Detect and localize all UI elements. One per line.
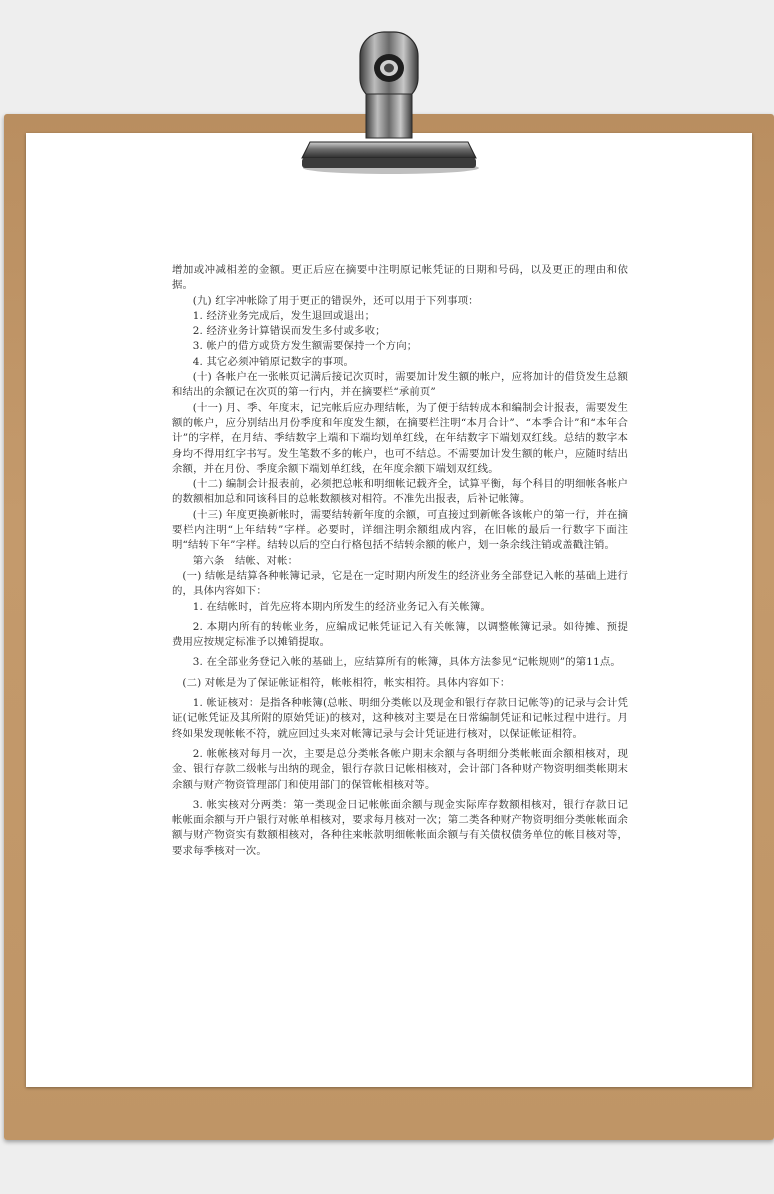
paragraph: 3. 在全部业务登记入帐的基础上，应结算所有的帐簿，具体方法参见“记帐规则”的第11点。	[192, 656, 621, 669]
paragraph: (十三) 年度更换新帐时，需要结转新年度的余额，可直接过到新帐各该帐户的第一行，并在摘要栏内注明“上年结转”字样。必要时，详细注明余额组成内容，在旧帐的最后一行数字下面注明“结转下年”字样。结转以后的空白行格包括不结转余额的帐户，划一条余线注销或盖戳注销。	[172, 508, 628, 552]
paragraph: 2. 帐帐核对每月一次，主要是总分类帐各帐户期末余额与各明细分类帐帐面余额相核对，现金、银行存款二级帐与出纳的现金，银行存款日记帐相核对，会计部门各种财产物资明细类帐期末余额与财产物资管理部门和使用部门的保管帐相核对等。	[172, 747, 628, 791]
paragraph: 增加或冲减相差的金额。更正后应在摘要中注明原记帐凭证的日期和号码，以及更正的理由和依据。	[172, 264, 628, 292]
paragraph: 4. 其它必须冲销原记数字的事项。	[192, 355, 355, 368]
paragraph: 3. 帐户的借方或贷方发生额需要保持一个方向；	[192, 340, 418, 353]
paragraph: (一) 结帐是结算各种帐簿记录，它是在一定时期内所发生的经济业务全部登记入帐的基础上进行的，具体内容如下：	[172, 569, 628, 598]
paragraph: 1. 帐证核对：是指各种帐簿(总帐、明细分类帐以及现金和银行存款日记帐等)的记录与会计凭证(记帐凭证及其所附的原始凭证)的核对，这种核对主要是在日常编制凭证和记帐过程中进行。月终如果发现帐帐不符，就应回过头来对帐簿记录与会计凭证进行核对，以保证帐证相符。	[172, 697, 628, 740]
binder-clip-icon	[296, 24, 482, 176]
paragraph: (十一) 月、季、年度末，记完帐后应办理结帐，为了便于结转成本和编制会计报表，需要发生额的帐户，应分别结出月份季度和年度发生额，在摘要栏注明“本月合计”、“本季合计”和“本年合计”的字样，在月结、季结数字上端和下端均划单红线，在年结数字下端划双红线。总结的数字本身均不得用红字书写。发生笔数不多的帐户，也可不结总。不需要加计发生额的帐户，应随时结出余额，并在月份、季度余额下端划单红线，在年度余额下端划双红线。	[172, 401, 628, 475]
paragraph: (十) 各帐户在一张帐页记满后接记次页时，需要加计发生额的帐户，应将加计的借贷发生总额和结出的余额记在次页的第一行内，并在摘要栏“承前页”	[172, 371, 628, 399]
paragraph: 第六条 结帐、对帐：	[192, 554, 299, 567]
paragraph: (十二) 编制会计报表前，必须把总帐和明细帐记载齐全，试算平衡，每个科目的明细帐各帐户的数额相加总和同该科目的总帐数额核对相符。不准先出报表，后补记帐簿。	[172, 478, 628, 506]
document-body	[172, 263, 628, 859]
paragraph: 2. 经济业务计算错误而发生多付或多收；	[192, 325, 386, 338]
paragraph: 2. 本期内所有的转帐业务，应编成记帐凭证记入有关帐簿，以调整帐簿记录。如待摊、预提费用应按规定标准予以摊销提取。	[172, 620, 628, 649]
paragraph: 3. 帐实核对分两类：第一类现金日记帐帐面余额与现金实际库存数额相核对，银行存款日记帐帐面余额与开户银行对帐单相核对，要求每月核对一次；第二类各种财产物资明细分类帐帐面余额与财产物资实有数额相核对，各种往来帐款明细帐帐面余额与有关债权债务单位的帐目核对等，要求每季核对一次。	[172, 798, 628, 857]
paragraph: (九) 红字冲帐除了用于更正的错误外，还可以用于下列事项：	[192, 294, 479, 307]
paragraph: 1. 在结帐时，首先应将本期内所发生的经济业务记入有关帐簿。	[192, 600, 492, 613]
paper-sheet	[26, 133, 752, 1087]
paragraph: (二) 对帐是为了保证帐证相符，帐帐相符，帐实相符。具体内容如下：	[182, 676, 511, 689]
paragraph: 1. 经济业务完成后，发生退回或退出；	[192, 309, 376, 322]
